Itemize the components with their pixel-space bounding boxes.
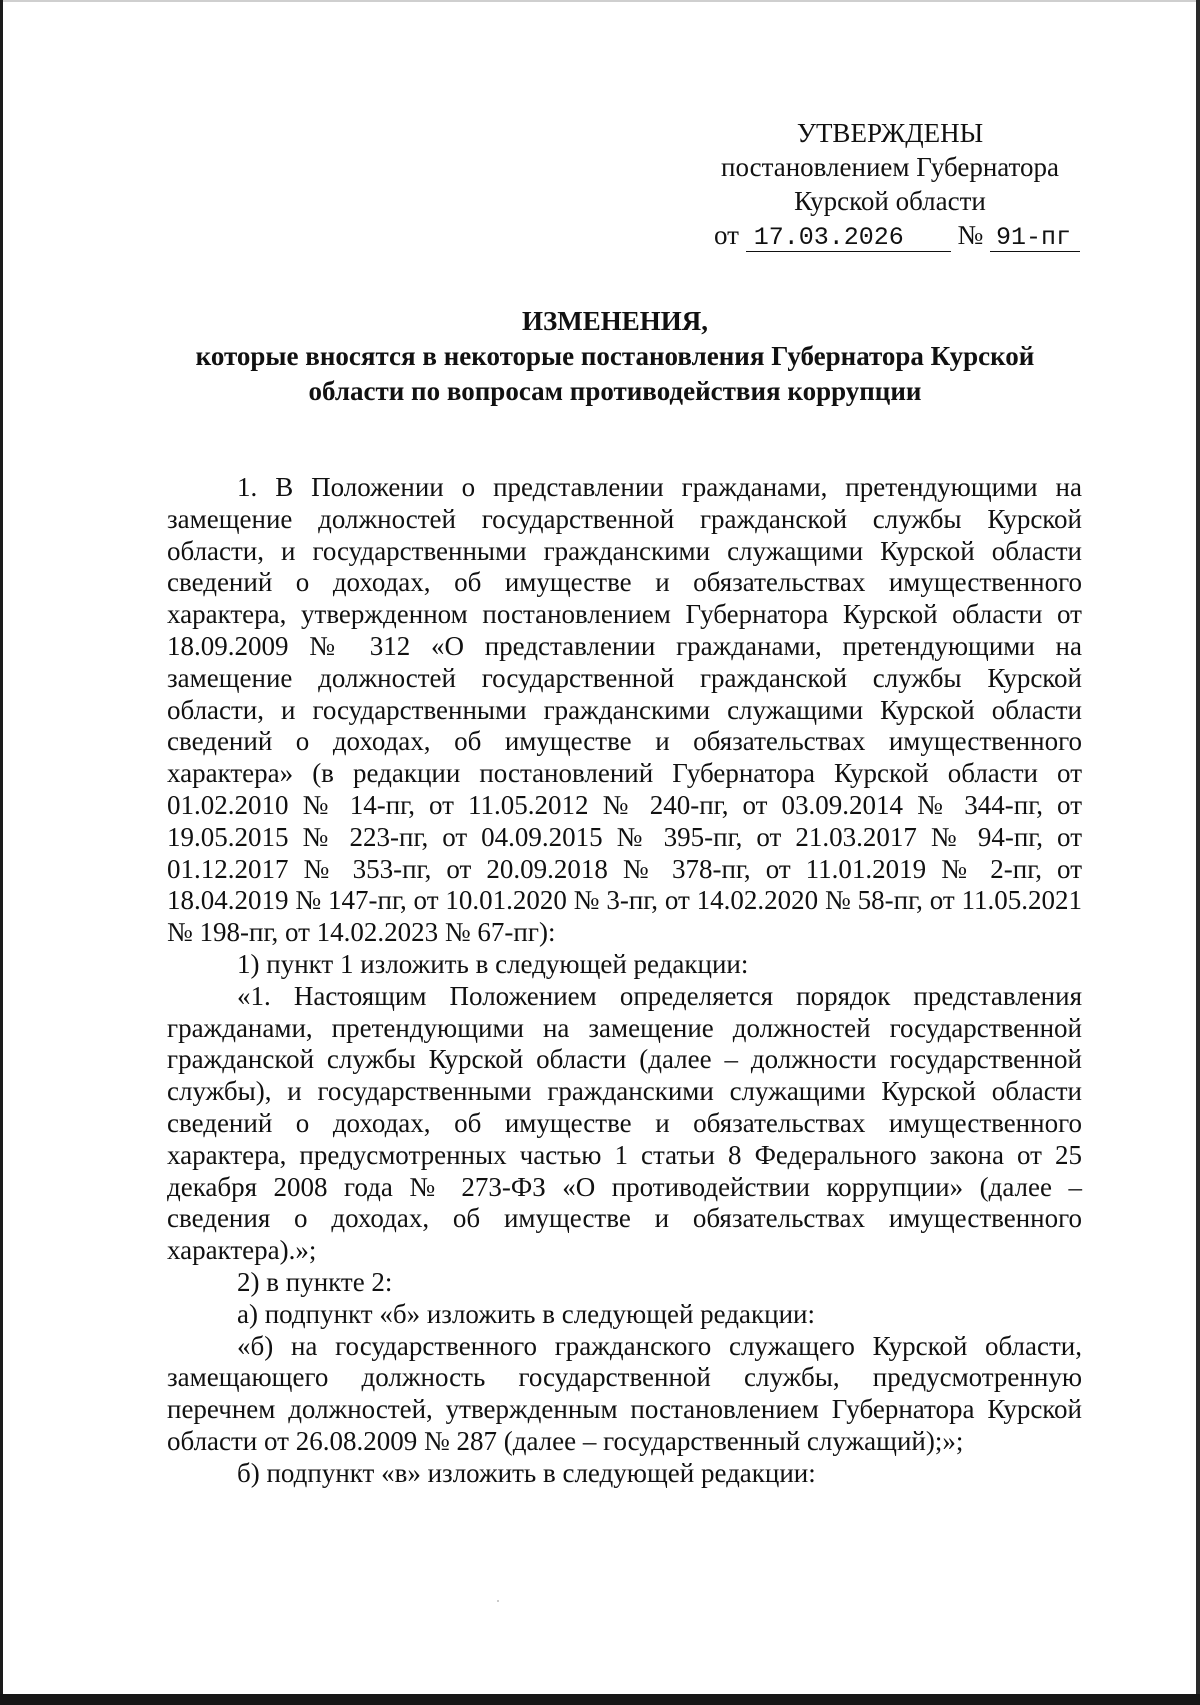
title-subtitle: которые вносятся в некоторые постановления Губернатора Курской области по вопросам противодействия коррупции bbox=[195, 341, 1035, 406]
scan-top-edge bbox=[0, 0, 1200, 2]
approval-date: 17.03.2026 bbox=[746, 225, 951, 252]
paragraph-subitem-1: 1) пункт 1 изложить в следующей редакции: bbox=[237, 948, 749, 979]
scan-left-edge bbox=[0, 0, 3, 1705]
document-body bbox=[167, 472, 1082, 1490]
paragraph-subitem-2b: б) подпункт «в» изложить в следующей редакции: bbox=[237, 1457, 816, 1488]
approval-reference bbox=[700, 218, 1080, 252]
paragraph-quote-1: «1. Настоящим Положением определяется порядок представления гражданами, претендующими на замещение должностей государственной гражданской службы Курской области (далее – должности государственной службы), и государственными гражданскими служащими Курской области сведений о доходах, об имуществе и обязательствах имущественного характера, предусмотренных частью 1 статьи 8 Федерального закона от 25 декабря 2008 года № 273-ФЗ «О противодействии коррупции» (далее – сведения о доходах, об имуществе и обязательствах имущественного характера).»; bbox=[167, 980, 1082, 1266]
approval-block bbox=[700, 116, 1080, 252]
document-title bbox=[150, 304, 1080, 409]
number-prefix: № bbox=[957, 220, 984, 250]
scan-right-edge bbox=[1196, 0, 1200, 1705]
paragraph-item-1: 1. В Положении о представлении гражданами, претендующими на замещение должностей государственной гражданской службы Курской области, и государственными гражданскими служащими Курской области сведений о доходах, об имуществе и обязательствах имущественного характера, утвержденном постановлением Губернатора Курской области от 18.09.2009 № 312 «О представлении гражданами, претендующими на замещение должностей государственной гражданской службы Курской области, и государственными гражданскими служащими Курской области сведений о доходах, об имуществе и обязательствах имущественного характера» (в редакции постановлений Губернатора Курской области от 01.02.2010 № 14-пг, от 11.05.2012 № 240-пг, от 03.09.2014 № 344-пг, от 19.05.2015 № 223-пг, от 04.09.2015 № 395-пг, от 21.03.2017 № 94-пг, от 01.12.2017 № 353-пг, от 20.09.2018 № 378-пг, от 11.01.2019 № 2-пг, от 18.04.2019 № 147-пг, от 10.01.2020 № 3-пг, от 14.02.2020 № 58-пг, от 11.05.2021 № 198-пг, от 14.02.2023 № 67-пг): bbox=[167, 472, 1082, 948]
scan-speck bbox=[497, 1600, 499, 1602]
paragraph-subitem-2a: а) подпункт «б» изложить в следующей редакции: bbox=[237, 1298, 815, 1329]
approval-heading: УТВЕРЖДЕНЫ bbox=[796, 118, 984, 148]
approval-line-2: Курской области bbox=[794, 186, 986, 216]
paragraph-subitem-2: 2) в пункте 2: bbox=[237, 1266, 393, 1297]
date-prefix: от bbox=[714, 220, 739, 250]
paragraph-quote-2: «б) на государственного гражданского служащего Курской области, замещающего должность государственной службы, предусмотренную перечнем должностей, утвержденным постановлением Губернатора Курской области от 26.08.2009 № 287 (далее – государственный служащий);»; bbox=[167, 1330, 1082, 1456]
approval-line-1: постановлением Губернатора bbox=[721, 152, 1059, 182]
approval-number: 91-пг bbox=[990, 225, 1080, 252]
scan-bottom-edge bbox=[0, 1694, 1200, 1705]
title-main: ИЗМЕНЕНИЯ, bbox=[521, 306, 708, 336]
